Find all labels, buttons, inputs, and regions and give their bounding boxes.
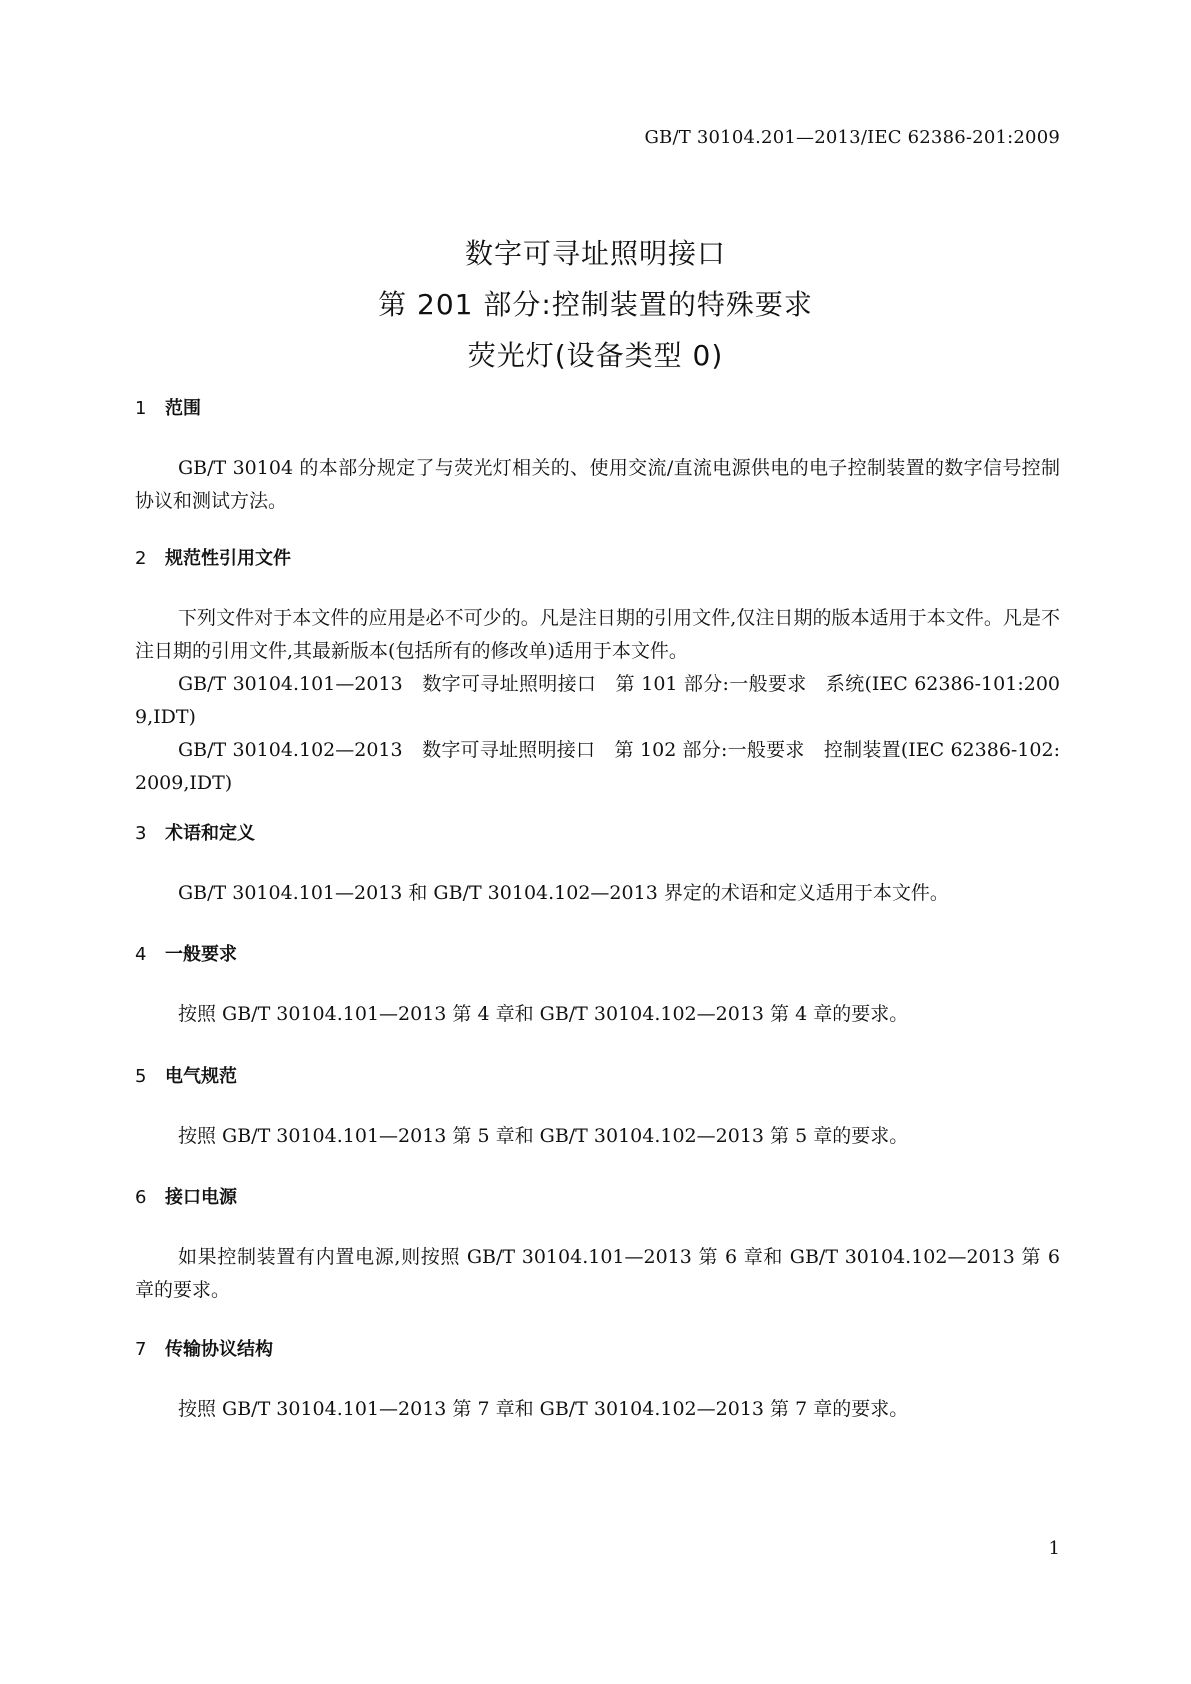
section-heading	[135, 1338, 1060, 1362]
section-title: 接口电源	[165, 1187, 237, 1208]
section-transmission-protocol	[135, 1338, 1060, 1426]
section-number: 5	[135, 1066, 147, 1087]
paragraph: GB/T 30104.101—2013 和 GB/T 30104.102—2013 界定的术语和定义适用于本文件。	[178, 882, 949, 904]
page-number: 1	[1048, 1538, 1060, 1559]
section-heading	[135, 397, 1060, 421]
reference-entry: GB/T 30104.102—2013 数字可寻址照明接口 第 102 部分:一般要求 控制装置(IEC 62386-102:2009,IDT)	[135, 739, 1060, 794]
section-title: 电气规范	[165, 1066, 237, 1087]
section-title: 传输协议结构	[165, 1339, 273, 1360]
section-title: 规范性引用文件	[165, 548, 291, 569]
section-number: 6	[135, 1187, 147, 1208]
paragraph: GB/T 30104 的本部分规定了与荧光灯相关的、使用交流/直流电源供电的电子控制装置的数字信号控制协议和测试方法。	[135, 457, 1060, 512]
paragraph: 如果控制装置有内置电源,则按照 GB/T 30104.101—2013 第 6 章和 GB/T 30104.102—2013 第 6 章的要求。	[135, 1246, 1060, 1301]
section-heading	[135, 547, 1060, 571]
standard-number-header: GB/T 30104.201—2013/IEC 62386-201:2009	[644, 127, 1060, 148]
reference-entry: GB/T 30104.101—2013 数字可寻址照明接口 第 101 部分:一般要求 系统(IEC 62386-101:2009,IDT)	[135, 673, 1060, 728]
section-scope	[135, 397, 1060, 518]
section-heading	[135, 822, 1060, 846]
paragraph: 按照 GB/T 30104.101—2013 第 5 章和 GB/T 30104.102—2013 第 5 章的要求。	[178, 1125, 909, 1147]
section-heading	[135, 943, 1060, 967]
section-title: 一般要求	[165, 944, 237, 965]
section-heading	[135, 1186, 1060, 1210]
document-title	[0, 228, 1191, 381]
title-line-2: 第 201 部分:控制装置的特殊要求	[378, 288, 813, 321]
section-number: 7	[135, 1339, 147, 1360]
section-terms-definitions	[135, 822, 1060, 910]
section-interface-power-supply	[135, 1186, 1060, 1307]
section-number: 3	[135, 823, 147, 844]
section-number: 4	[135, 944, 147, 965]
paragraph: 下列文件对于本文件的应用是必不可少的。凡是注日期的引用文件,仅注日期的版本适用于本文件。凡是不注日期的引用文件,其最新版本(包括所有的修改单)适用于本文件。	[135, 607, 1060, 662]
section-number: 1	[135, 398, 147, 419]
section-heading	[135, 1065, 1060, 1089]
title-line-1: 数字可寻址照明接口	[464, 237, 726, 270]
title-line-3: 荧光灯(设备类型 0)	[467, 339, 724, 372]
section-general-requirements	[135, 943, 1060, 1031]
section-title: 术语和定义	[165, 823, 255, 844]
section-electrical-specification	[135, 1065, 1060, 1153]
section-normative-references	[135, 547, 1060, 800]
paragraph: 按照 GB/T 30104.101—2013 第 7 章和 GB/T 30104.102—2013 第 7 章的要求。	[178, 1398, 909, 1420]
paragraph: 按照 GB/T 30104.101—2013 第 4 章和 GB/T 30104.102—2013 第 4 章的要求。	[178, 1003, 909, 1025]
section-title: 范围	[165, 398, 201, 419]
section-number: 2	[135, 548, 147, 569]
